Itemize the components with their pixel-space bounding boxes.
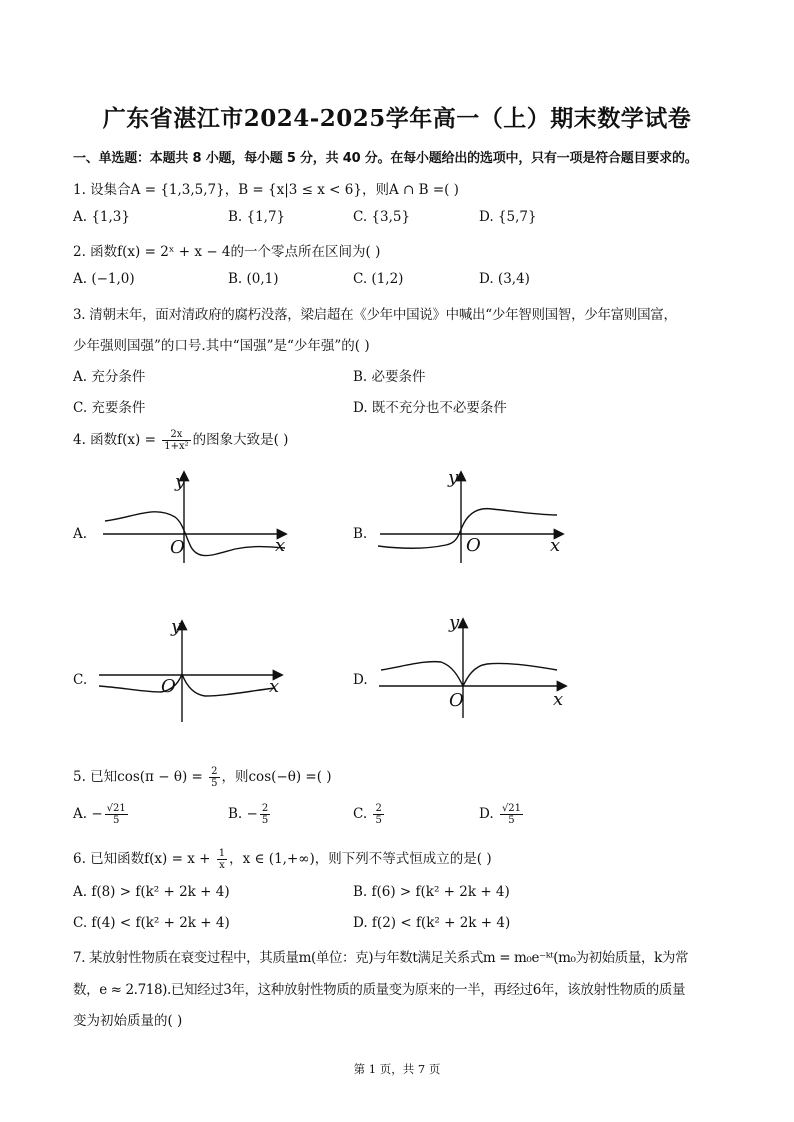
question-4-option-d-label: D. [353, 672, 368, 688]
question-5-option-a-label: A. − [73, 806, 103, 822]
question-3-stem-line2: 少年强则国强”的口号.其中“国强”是“少年强”的( ) [73, 338, 370, 354]
origin-label: O [449, 690, 464, 711]
question-3-option-a: A. 充分条件 [73, 369, 146, 385]
exam-title: 广东省湛江市2024-2025学年高一（上）期末数学试卷 [102, 105, 692, 132]
denominator: 5 [375, 815, 382, 826]
question-6-stem-suffix: ，x ∈ (1,+∞)，则下列不等式恒成立的是( ) [229, 851, 492, 867]
question-6-option-a: A. f(8) > f(k² + 2k + 4) [73, 884, 230, 900]
question-4-stem-prefix: 4. 函数f(x) = [73, 432, 156, 448]
question-5-option-a [73, 803, 130, 826]
graph-option-d [375, 612, 575, 724]
question-2-option-c: C. (1,2) [353, 271, 404, 287]
y-axis-label: y [449, 612, 460, 633]
x-axis-label: x [550, 535, 561, 556]
question-5-option-c [353, 803, 386, 826]
y-axis-label: y [175, 471, 186, 492]
function-curve [381, 662, 557, 686]
question-5-fraction-denominator: 5 [211, 778, 218, 789]
graph-option-b [372, 465, 572, 565]
numerator: 2 [261, 803, 269, 814]
page-footer: 第 1 页，共 7 页 [353, 1062, 441, 1076]
question-2-option-d: D. (3,4) [479, 271, 530, 287]
question-5-option-c-fraction [373, 803, 383, 826]
question-2-stem: 2. 函数f(x) = 2ˣ + x − 4的一个零点所在区间为( ) [73, 244, 381, 260]
question-4-option-c-label: C. [73, 672, 88, 688]
question-1-option-a: A. {1,3} [73, 209, 130, 225]
question-4-option-b-label: B. [353, 526, 368, 542]
question-4-stem [73, 428, 288, 452]
graph-option-c [95, 612, 295, 724]
question-6-stem [73, 847, 492, 871]
question-2-option-a: A. (−1,0) [73, 271, 135, 287]
question-5-option-d [479, 803, 525, 826]
question-5-option-d-label: D. [479, 806, 498, 822]
question-1-option-d: D. {5,7} [479, 209, 537, 225]
denominator: 5 [508, 815, 515, 826]
question-4-fraction-denominator: 1+x² [164, 441, 189, 452]
question-2-option-b: B. (0,1) [228, 271, 279, 287]
question-1-option-c: C. {3,5} [353, 209, 411, 225]
numerator: √21 [106, 803, 126, 814]
question-5-stem [73, 765, 332, 789]
section-heading: 一、单选题：本题共 8 小题，每小题 5 分，共 40 分。在每小题给出的选项中，只有一项是符合题目要求的。 [73, 151, 698, 166]
origin-label: O [161, 676, 176, 697]
question-4-fraction-numerator: 2x [162, 429, 190, 441]
question-5-fraction [209, 766, 219, 789]
question-5-option-b [228, 803, 272, 826]
question-5-fraction-numerator: 2 [211, 766, 218, 777]
question-6-stem-prefix: 6. 已知函数f(x) = x + [73, 851, 211, 867]
question-6-fraction-numerator: 1 [218, 848, 226, 859]
x-axis-label: x [269, 676, 280, 697]
question-5-stem-prefix: 5. 已知cos(π − θ) = [73, 769, 203, 785]
question-7-stem-line3: 变为初始质量的( ) [73, 1013, 183, 1029]
question-3-option-c: C. 充要条件 [73, 400, 146, 416]
question-5-option-a-fraction [105, 803, 128, 826]
question-7-stem-line1: 7. 某放射性物质在衰变过程中，其质量m(单位：克)与年数t满足关系式m = m₀e⁻ᵏᵗ(m₀为初始质量，k为常 [73, 950, 689, 966]
function-curve [99, 674, 275, 696]
numerator: 2 [375, 803, 382, 814]
question-7-stem-line2: 数，e ≈ 2.718).已知经过3年，这种放射性物质的质量变为原来的一半，再经过6年，该放射性物质的质量 [73, 982, 686, 998]
x-axis-label: x [275, 535, 286, 556]
question-3-stem-line1: 3. 清朝末年，面对清政府的腐朽没落，梁启超在《少年中国说》中喊出“少年智则国智，少年富则国富， [73, 307, 677, 323]
question-1-stem: 1. 设集合A = {1,3,5,7}，B = {x|3 ≤ x < 6}，则A ∩ B =( ) [73, 182, 459, 198]
graph-option-a [95, 465, 295, 565]
denominator: 5 [113, 815, 120, 826]
x-axis-label: x [553, 689, 564, 710]
question-6-option-d: D. f(2) < f(k² + 2k + 4) [353, 915, 511, 931]
origin-label: O [170, 537, 185, 558]
question-5-option-c-label: C. [353, 806, 372, 822]
question-5-stem-suffix: ，则cos(−θ) =( ) [221, 769, 332, 785]
question-3-option-d: D. 既不充分也不必要条件 [353, 400, 507, 416]
y-axis-label: y [171, 616, 182, 637]
denominator: 5 [261, 815, 269, 826]
question-4-fraction [162, 429, 190, 452]
question-4-stem-suffix: 的图象大致是( ) [192, 432, 289, 448]
question-6-fraction [217, 848, 227, 871]
origin-label: O [466, 535, 481, 556]
numerator: √21 [501, 803, 522, 814]
question-5-option-b-label: B. − [228, 806, 258, 822]
question-5-option-d-fraction [500, 803, 523, 826]
question-1-option-b: B. {1,7} [228, 209, 286, 225]
question-4-option-a-label: A. [73, 526, 88, 542]
question-6-option-c: C. f(4) < f(k² + 2k + 4) [73, 915, 230, 931]
question-5-option-b-fraction [260, 803, 270, 826]
question-6-fraction-denominator: x [219, 860, 225, 871]
question-6-option-b: B. f(6) > f(k² + 2k + 4) [353, 884, 510, 900]
y-axis-label: y [448, 467, 459, 488]
question-3-option-b: B. 必要条件 [353, 369, 426, 385]
